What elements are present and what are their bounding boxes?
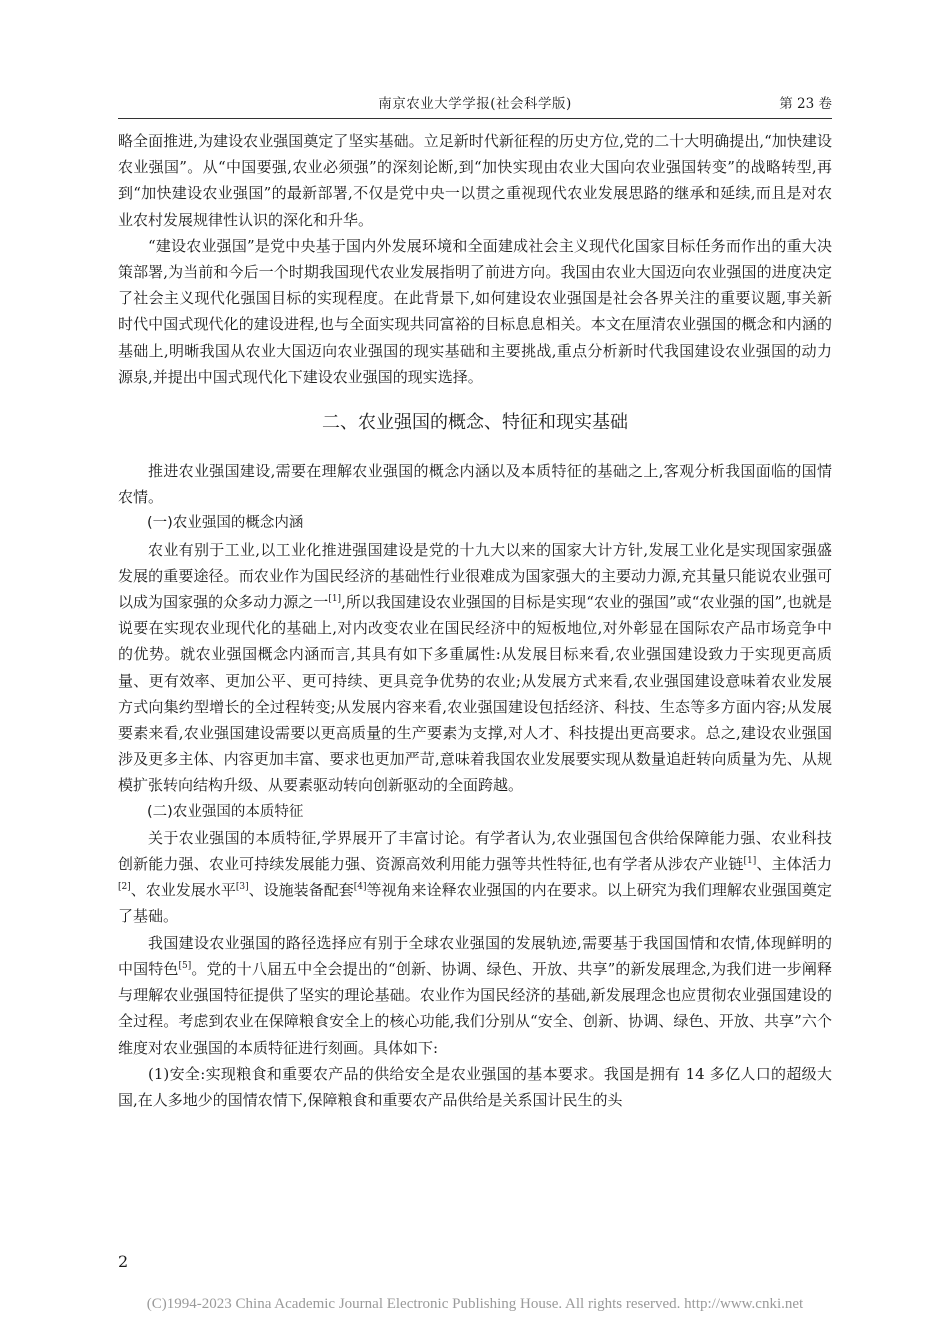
paragraph-4-text-a: 农业有别于工业,以工业化推进强国建设是党的十九大以来的国家大计方针,发展工业化是实现国家强盛发展的重要途径。而农业作为国民经济的基础性行业很难成为国家强大的主要动力源,充其量只能说农业强可以成为国家强的众多动力源之一 — [118, 540, 832, 612]
section-title: 二、农业强国的概念、特征和现实基础 — [322, 412, 628, 434]
paragraph-5 — [118, 825, 832, 930]
paragraph-6-text-a: 我国建设农业强国的路径选择应有别于全球农业强国的发展轨迹,需要基于我国国情和农情,体现鲜明的中国特色 — [118, 933, 832, 978]
paragraph-6-text-b: 。党的十八届五中全会提出的“创新、协调、绿色、开放、共享”的新发展理念,为我们进一步阐释与理解农业强国特征提供了坚实的理论基础。农业作为国民经济的基础,新发展理念也应贯彻农业强国建设的全过程。考虑到农业在保障粮食安全上的核心功能,我们分别从“安全、创新、协调、绿色、开放、共享”六个维度对农业强国的本质特征进行刻画。具体如下: — [118, 959, 832, 1057]
paragraph-4-text-b: ,所以我国建设农业强国的目标是实现“农业的强国”或“农业强的国”,也就是说要在实现农业现代化的基础上,对内改变农业在国民经济中的短板地位,对外彰显在国际农产品市场竞争中的优势。就农业强国概念内涵而言,其具有如下多重属性:从发展目标来看,农业强国建设致力于实现更高质量、更有效率、更加公平、更可持续、更具竞争优势的农业;从发展方式来看,农业强国建设意味着农业发展方式向集约型增长的全过程转变;从发展内容来看,农业强国建设包括经济、科技、生态等多方面内容;从发展要素来看,农业强国建设需要以更高质量的生产要素为支撑,对人才、科技提出更高要求。总之,建设农业强国涉及更多主体、内容更加丰富、要求也更加严苛,意味着我国农业发展要实现从数量追赶转向质量为先、从规模扩张转向结构升级、从要素驱动转向创新驱动的全面跨越。 — [118, 593, 832, 795]
citation-ref: [4] — [353, 882, 367, 893]
volume-number: 第 23 卷 — [779, 96, 832, 112]
copyright-footer: (C)1994-2023 China Academic Journal Electronic Publishing House. All rights reserved. http://www.cnki.net — [146, 1296, 804, 1312]
citation-ref: [5] — [178, 960, 192, 971]
journal-title: 南京农业大学学报(社会科学版) — [378, 96, 572, 112]
paragraph-3: 推进农业强国建设,需要在理解农业强国的概念内涵以及本质特征的基础之上,客观分析我国面临的国情农情。 — [118, 462, 832, 507]
paragraph-4 — [118, 537, 832, 799]
paragraph-5-text-b: 、主体活力 — [756, 855, 832, 874]
paragraph-2: “建设农业强国”是党中央基于国内外发展环境和全面建成社会主义现代化国家目标任务而作出的重大决策部署,为当前和今后一个时期我国现代农业发展指明了前进方向。我国由农业大国迈向农业强国的进度决定了社会主义现代化强国目标的实现程度。在此背景下,如何建设农业强国是社会各界关注的重要议题,事关新时代中国式现代化的建设进程,也与全面实现共同富裕的目标息息相关。本文在厘清农业强国的概念和内涵的基础上,明晰我国从农业大国迈向农业强国的现实基础和主要挑战,重点分析新时代我国建设农业强国的动力源泉,并提出中国式现代化下建设农业强国的现实选择。 — [118, 236, 832, 386]
paragraph-5-text-d: 、设施装备配套 — [248, 881, 354, 900]
citation-ref: [1] — [328, 594, 342, 605]
paragraph-5-text-c: 、农业发展水平 — [130, 881, 236, 900]
paragraph-1: 略全面推进,为建设农业强国奠定了坚实基础。立足新时代新征程的历史方位,党的二十大明确提出,“加快建设农业强国”。从“中国要强,农业必须强”的深刻论断,到“加快实现由农业大国向农业强国转变”的战略转型,再到“加快建设农业强国”的最新部署,不仅是党中央一以贯之重视现代农业发展思路的继承和延续,而且是对农业农村发展规律性认识的深化和升华。 — [118, 132, 832, 229]
article-body — [118, 128, 832, 1113]
running-header — [118, 88, 832, 114]
citation-ref: [1] — [743, 856, 757, 867]
paragraph-6 — [118, 930, 832, 1061]
paragraph-7: (1)安全:实现粮食和重要农产品的供给安全是农业强国的基本要求。我国是拥有 14 多亿人口的超级大国,在人多地少的国情农情下,保障粮食和重要农产品供给是关系国计民生的头 — [118, 1064, 832, 1109]
subheading-concept: (一)农业强国的概念内涵 — [147, 515, 304, 532]
header-rule — [118, 118, 832, 119]
page-number: 2 — [118, 1252, 129, 1271]
paragraph-5-text-a: 关于农业强国的本质特征,学界展开了丰富讨论。有学者认为,农业强国包含供给保障能力强、农业科技创新能力强、农业可持续发展能力强、资源高效利用能力强等共性特征,也有学者从涉农产业链 — [118, 828, 832, 874]
citation-ref: [2] — [118, 882, 131, 893]
paragraph-5-text-e: 等视角来诠释农业强国的内在要求。以上研究为我们理解农业强国奠定了基础。 — [118, 881, 832, 926]
subheading-features: (二)农业强国的本质特征 — [147, 803, 304, 820]
citation-ref: [3] — [235, 882, 249, 893]
